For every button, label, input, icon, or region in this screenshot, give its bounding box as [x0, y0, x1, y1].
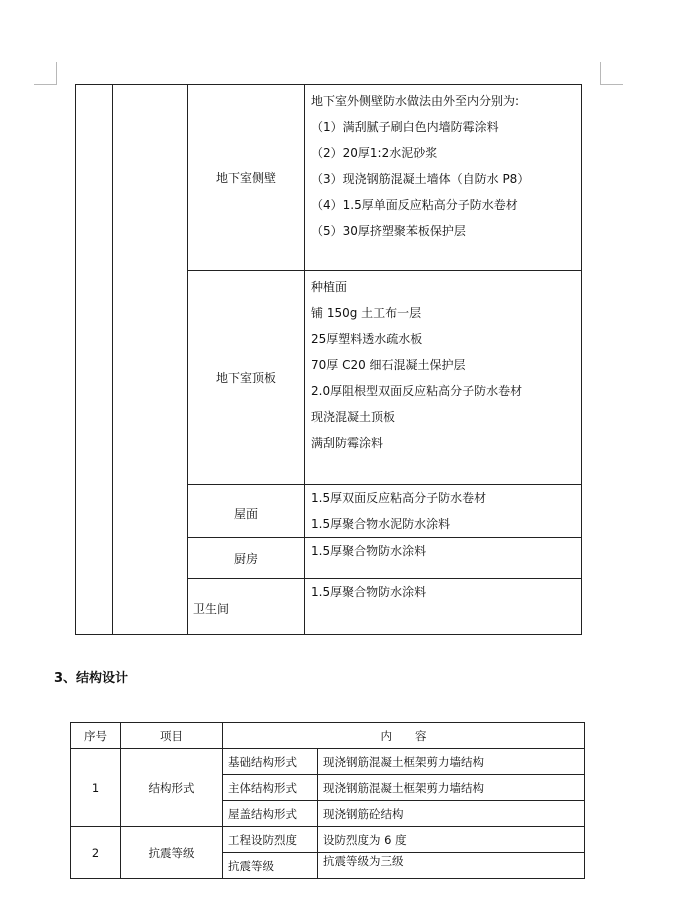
spec-cell: [305, 271, 582, 485]
attribute-value: 现浇钢筋砼结构: [318, 801, 585, 827]
header-item: 项目: [121, 723, 223, 749]
header-no: 序号: [71, 723, 121, 749]
attribute-name: 基础结构形式: [223, 749, 318, 775]
empty-cell: [113, 85, 188, 635]
location-cell: 卫生间: [188, 579, 305, 635]
page-corner-mark-right: [600, 62, 623, 85]
attribute-value: 现浇钢筋混凝土框架剪力墙结构: [318, 749, 585, 775]
location-cell: 地下室侧壁: [188, 85, 305, 271]
attribute-name: 抗震等级: [223, 853, 318, 879]
location-cell: 屋面: [188, 485, 305, 538]
spec-line: 1.5厚双面反应粘高分子防水卷材: [311, 491, 487, 505]
spec-cell: [305, 538, 582, 579]
attribute-value: 设防烈度为 6 度: [318, 827, 585, 853]
spec-line: 1.5厚聚合物防水涂料: [311, 544, 427, 558]
table-header-row: [71, 723, 585, 749]
table-row: [71, 827, 585, 853]
spec-cell: [305, 579, 582, 635]
spec-line: （1）满刮腻子刷白色内墙防霉涂料: [311, 120, 499, 134]
spec-line: 25厚塑料透水疏水板: [311, 332, 423, 346]
attribute-name: 屋盖结构形式: [223, 801, 318, 827]
page-corner-mark-left: [34, 62, 57, 85]
spec-line: （3）现浇钢筋混凝土墙体（自防水 P8）: [311, 172, 530, 186]
table-row: [71, 749, 585, 775]
header-content: 内 容: [223, 723, 585, 749]
structure-design-table: [70, 722, 585, 879]
location-cell: 厨房: [188, 538, 305, 579]
spec-line: 2.0厚阻根型双面反应粘高分子防水卷材: [311, 384, 523, 398]
spec-cell: [305, 85, 582, 271]
spec-line: 1.5厚聚合物防水涂料: [311, 585, 427, 599]
group-no: 2: [71, 827, 121, 879]
group-no: 1: [71, 749, 121, 827]
spec-line: 满刮防霉涂料: [311, 436, 384, 450]
attribute-name: 工程设防烈度: [223, 827, 318, 853]
section-heading: 3、结构设计: [54, 671, 129, 686]
attribute-value: 抗震等级为三级: [318, 853, 585, 879]
spec-line: 地下室外侧壁防水做法由外至内分别为:: [311, 94, 520, 108]
spec-line: （2）20厚1:2水泥砂浆: [311, 146, 438, 160]
attribute-name: 主体结构形式: [223, 775, 318, 801]
group-item: 结构形式: [121, 749, 223, 827]
spec-line: 70厚 C20 细石混凝土保护层: [311, 358, 466, 372]
group-item: 抗震等级: [121, 827, 223, 879]
attribute-value: 现浇钢筋混凝土框架剪力墙结构: [318, 775, 585, 801]
location-cell: 地下室顶板: [188, 271, 305, 485]
spec-line: 1.5厚聚合物水泥防水涂料: [311, 517, 451, 531]
empty-cell: [76, 85, 113, 635]
spec-line: 种植面: [311, 280, 348, 294]
waterproofing-table: [75, 84, 582, 635]
spec-cell: [305, 485, 582, 538]
table-row: [76, 85, 582, 271]
spec-line: 现浇混凝土顶板: [311, 410, 396, 424]
spec-line: （4）1.5厚单面反应粘高分子防水卷材: [311, 198, 518, 212]
spec-line: （5）30厚挤塑聚苯板保护层: [311, 224, 466, 238]
spec-line: 铺 150g 土工布一层: [311, 306, 422, 320]
